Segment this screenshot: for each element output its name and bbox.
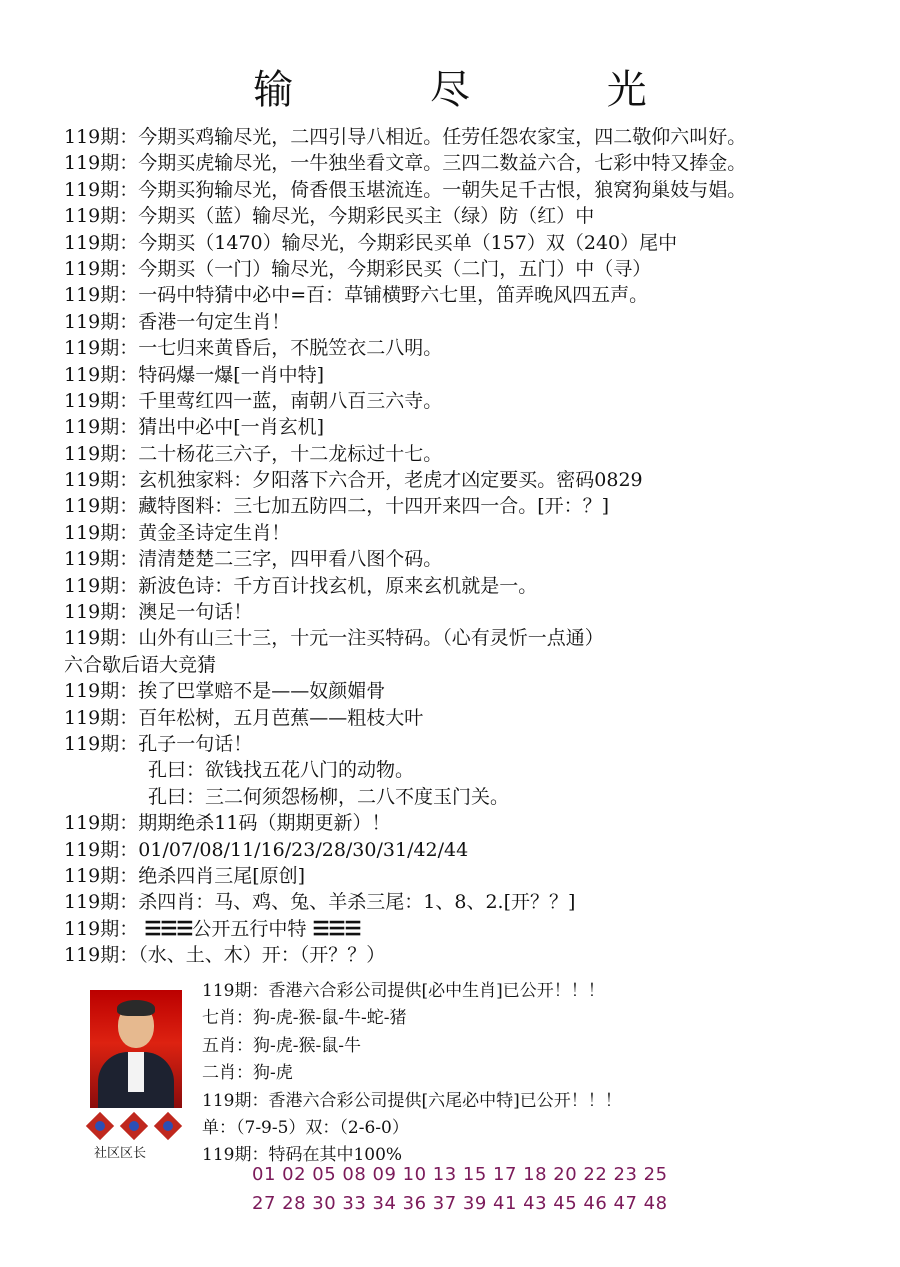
medal-icon bbox=[120, 1112, 148, 1140]
text-line: 119期：澳足一句话！ bbox=[64, 601, 253, 624]
text-line: 119期：期期绝杀11码（期期更新）！ bbox=[64, 812, 391, 835]
text-line: 119期：今期买（1470）输尽光，今期彩民买单（157）双（240）尾中 bbox=[64, 231, 678, 254]
text-line: 119期：一码中特猜中必中=百：草铺横野六七里，笛弄晚风四五声。 bbox=[64, 284, 649, 307]
text-line: 119期：清清楚楚二三字，四甲看八图个码。 bbox=[64, 548, 443, 571]
text-line: 孔曰：三二何须怨杨柳，二八不度玉门关。 bbox=[148, 785, 510, 808]
side-line: 五肖：狗-虎-猴-鼠-牛 bbox=[202, 1035, 361, 1056]
text-line: 119期：千里莺红四一蓝，南朝八百三六寺。 bbox=[64, 389, 443, 412]
text-line: 119期：特码爆一爆[一肖中特] bbox=[64, 363, 325, 386]
medal-icon bbox=[154, 1112, 182, 1140]
numbers-row: 01 02 05 08 09 10 13 15 17 18 20 22 23 25 bbox=[252, 1164, 668, 1185]
portrait-photo bbox=[90, 990, 182, 1108]
portrait-block bbox=[86, 990, 186, 1161]
side-line: 119期：特码在其中100% bbox=[202, 1145, 403, 1166]
text-line: 119期：01/07/08/11/16/23/28/30/31/42/44 bbox=[64, 838, 469, 861]
side-line: 七肖：狗-虎-猴-鼠-牛-蛇-猪 bbox=[202, 1008, 407, 1029]
text-line: 119期：（水、土、木）开：（开？？） bbox=[64, 944, 386, 967]
text-line: 孔曰：欲钱找五花八门的动物。 bbox=[148, 759, 415, 782]
issue-label: 119期： bbox=[64, 917, 139, 940]
text-line: 119期：杀四肖：马、鸡、兔、羊杀三尾：1、8、2.[开？？] bbox=[64, 891, 576, 914]
text-line: 119期：百年松树，五月芭蕉——粗枝大叶 bbox=[64, 706, 424, 729]
text-line: 119期：藏特图料：三七加五防四二，十四开来四一合。[开：？] bbox=[64, 495, 610, 518]
text-line: 119期：今期买（一门）输尽光，今期彩民买（二门，五门）中（寻） bbox=[64, 257, 652, 280]
text-line: 119期：孔子一句话！ bbox=[64, 732, 253, 755]
side-line: 119期：香港六合彩公司提供[必中生肖]已公开！！！ bbox=[202, 981, 605, 1001]
text-line: 119期：今期买（蓝）输尽光，今期彩民买主（绿）防（红）中 bbox=[64, 205, 595, 228]
side-line: 单：（7-9-5）双：（2-6-0） bbox=[202, 1117, 409, 1138]
side-line: 二肖：狗-虎 bbox=[202, 1063, 293, 1084]
wuxing-text: 公开五行中特 bbox=[192, 917, 307, 940]
side-line: 119期：香港六合彩公司提供[六尾必中特]已公开！！！ bbox=[202, 1090, 622, 1111]
text-line: 119期：猜出中必中[一肖玄机] bbox=[64, 416, 325, 439]
text-line: 119期：山外有山三十三，十元一注买特码。（心有灵忻一点通） bbox=[64, 627, 604, 650]
forecast-lines bbox=[64, 124, 894, 969]
text-line: 119期：一七归来黄昏后，不脱笠衣二八明。 bbox=[64, 337, 443, 360]
text-line: 119期：今期买鸡输尽光，二四引导八相近。任劳任怨农家宝，四二敬仰六叫好。 bbox=[64, 126, 747, 148]
text-line: 119期：香港一句定生肖！ bbox=[64, 310, 291, 333]
text-line: 119期：今期买虎输尽光，一牛独坐看文章。三四二数益六合，七彩中特又捧金。 bbox=[64, 152, 747, 175]
medal-icon bbox=[86, 1112, 114, 1140]
wuxing-line bbox=[64, 916, 894, 942]
text-line: 119期：今期买狗输尽光，倚香偎玉堪流连。一朝失足千古恨，狼窝狗巢妓与娼。 bbox=[64, 178, 747, 201]
text-line: 119期：挨了巴掌赔不是——奴颜媚骨 bbox=[64, 680, 386, 703]
text-line: 119期：黄金圣诗定生肖！ bbox=[64, 521, 291, 544]
text-line: 119期：玄机独家料：夕阳落下六合开，老虎才凶定要买。密码0829 bbox=[64, 469, 643, 492]
trigram-bars-right: ☰☰☰ bbox=[312, 917, 361, 940]
text-line: 119期：绝杀四肖三尾[原创] bbox=[64, 864, 306, 887]
trigram-bars-left: ☰☰☰ bbox=[144, 917, 193, 940]
side-info bbox=[202, 978, 892, 1170]
portrait-caption: 社区区长 bbox=[94, 1146, 147, 1161]
medal-row bbox=[86, 1112, 182, 1140]
text-line: 119期：新波色诗：千方百计找玄机，原来玄机就是一。 bbox=[64, 574, 538, 597]
section-heading: 六合歇后语大竞猜 bbox=[64, 653, 217, 676]
numbers-row: 27 28 30 33 34 36 37 39 41 43 45 46 47 48 bbox=[252, 1193, 668, 1214]
page-title: 输 尽 光 bbox=[253, 67, 709, 113]
text-line: 119期：二十杨花三六子，十二龙标过十七。 bbox=[64, 442, 443, 465]
